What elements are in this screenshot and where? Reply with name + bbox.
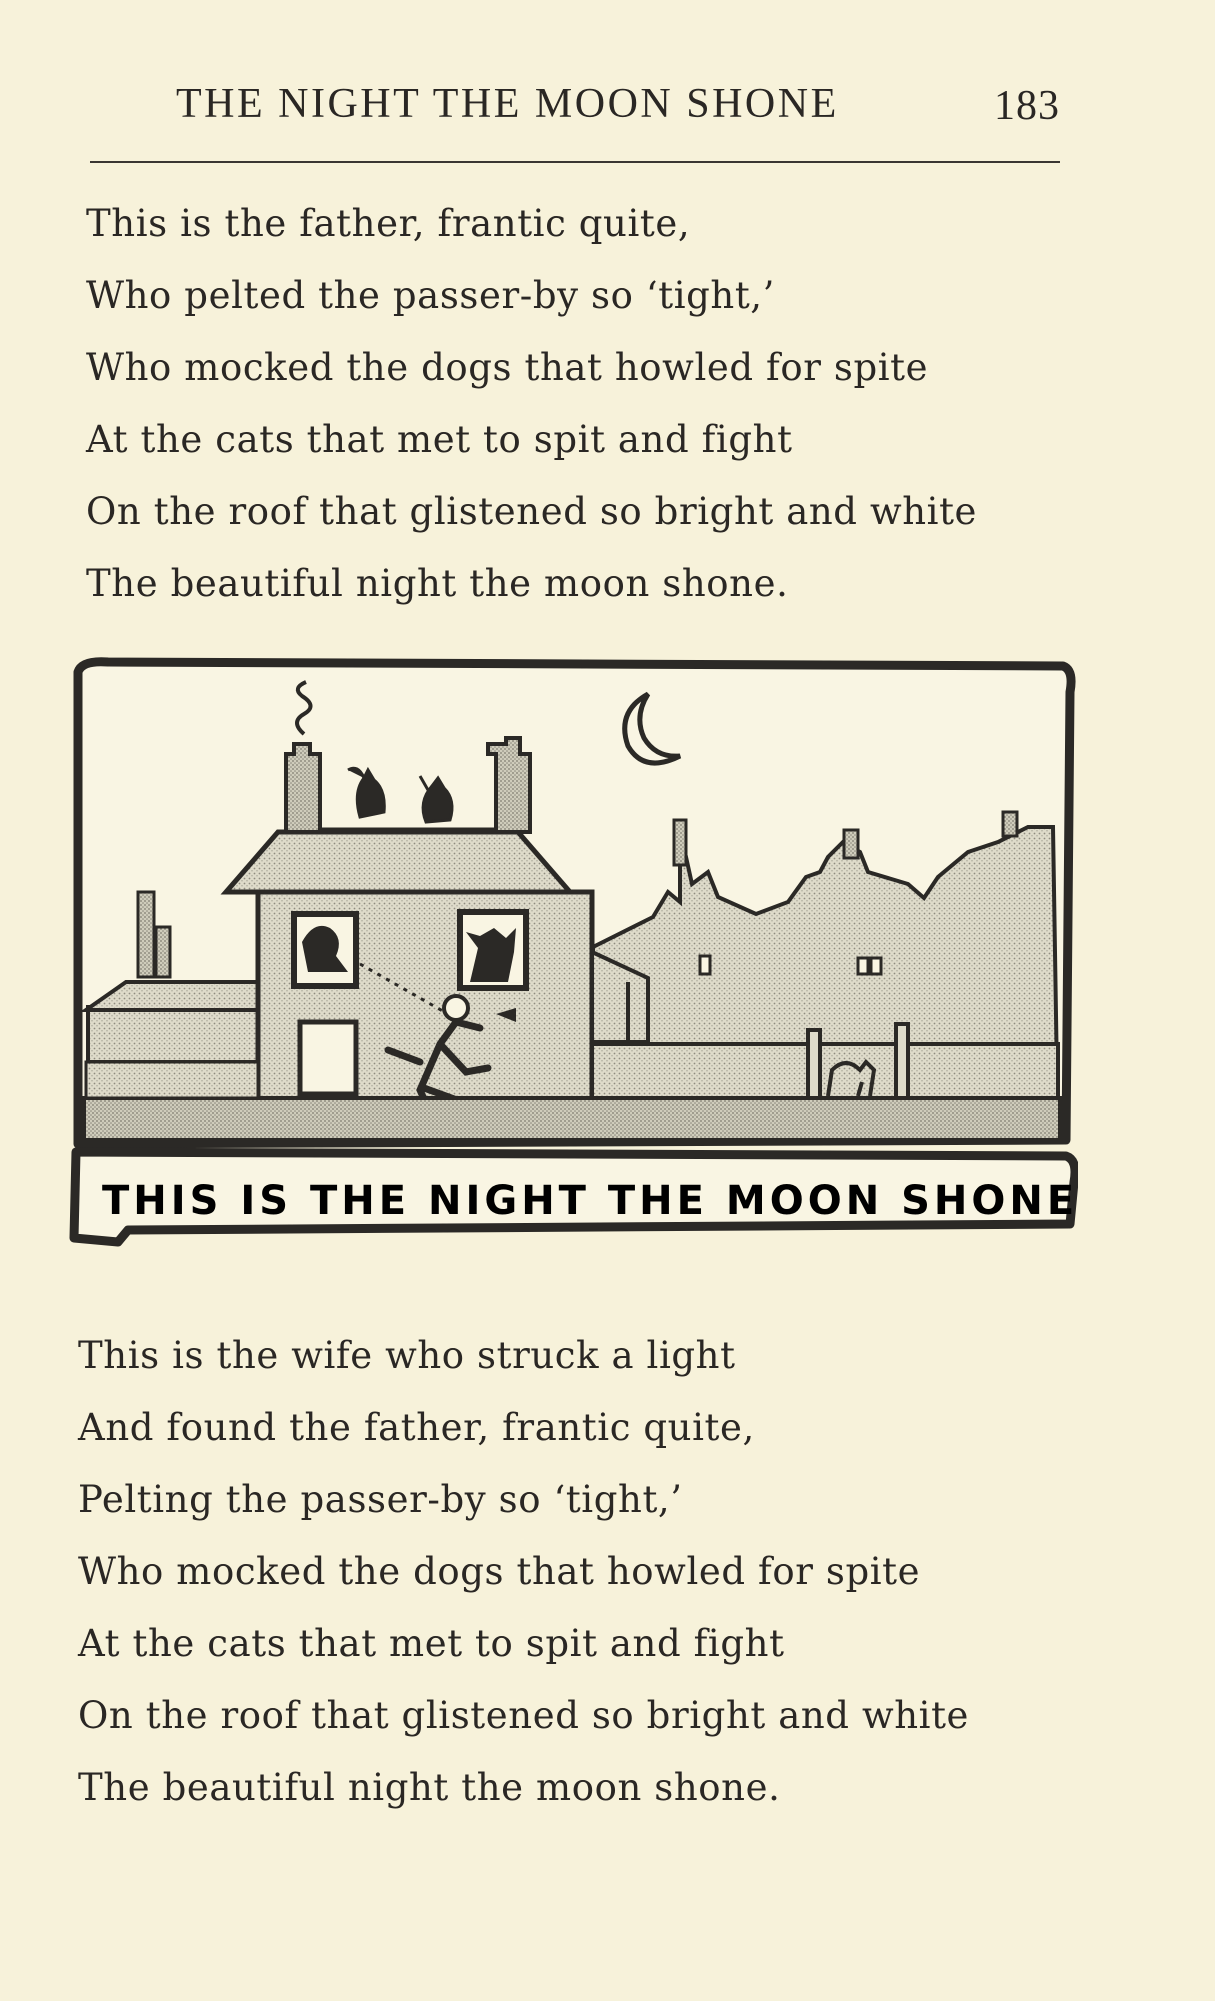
running-title: THE NIGHT THE MOON SHONE — [176, 81, 839, 127]
gate-post — [896, 1024, 908, 1102]
right-chimney — [488, 738, 530, 832]
verse-line: This is the wife who struck a light — [78, 1334, 736, 1377]
verse-line: At the cats that met to spit and fight — [86, 418, 793, 461]
verse-line: The beautiful night the moon shone. — [86, 562, 789, 605]
shed-chimney — [156, 927, 170, 977]
distant-chimney — [674, 820, 686, 865]
verse-line: Who pelted the passer-by so ‘tight,’ — [86, 274, 776, 317]
illustration — [68, 652, 1078, 1264]
gate-post — [808, 1030, 820, 1102]
verse-line: Pelting the passer-by so ‘tight,’ — [78, 1478, 683, 1521]
illustration-caption: THIS IS THE NIGHT THE MOON SHONE — [102, 1178, 1078, 1224]
verse-line: The beautiful night the moon shone. — [78, 1766, 781, 1809]
house-roof — [226, 832, 570, 892]
shed — [88, 1007, 258, 1062]
house-door — [300, 1022, 356, 1094]
verse-line: Who mocked the dogs that howled for spite — [86, 346, 929, 389]
distant-chimney — [844, 830, 858, 858]
passer-by-head — [444, 996, 468, 1020]
left-chimney — [286, 744, 320, 832]
verse-line: And found the father, frantic quite, — [78, 1406, 755, 1449]
verse-line: On the roof that glistened so bright and white — [86, 490, 978, 533]
shed-chimney — [138, 892, 154, 977]
left-wall — [86, 1062, 258, 1098]
verse-line: Who mocked the dogs that howled for spite — [78, 1550, 921, 1593]
street — [84, 1098, 1060, 1140]
stanza-bottom — [78, 1320, 969, 1824]
stanza-top — [86, 188, 977, 620]
distant-window — [871, 958, 881, 974]
distant-window — [700, 956, 710, 974]
running-head — [88, 72, 1060, 132]
distant-window — [858, 958, 868, 974]
garden-wall — [592, 1044, 1058, 1098]
page-number: 183 — [994, 83, 1060, 129]
verse-line: This is the father, frantic quite, — [86, 202, 691, 245]
verse-line: On the roof that glistened so bright and white — [78, 1694, 970, 1737]
header-rule — [90, 161, 1060, 163]
night-scene-drawing — [68, 652, 1078, 1264]
verse-line: At the cats that met to spit and fight — [78, 1622, 785, 1665]
distant-chimney — [1003, 812, 1017, 836]
